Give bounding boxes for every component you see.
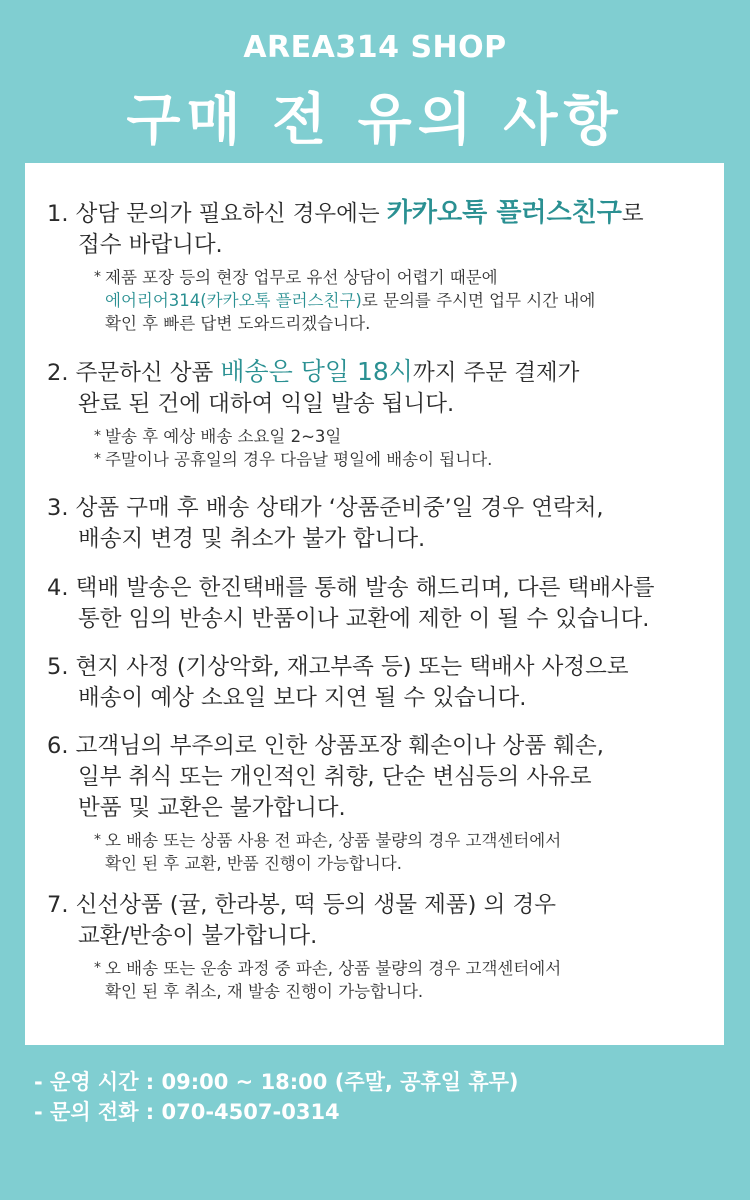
asterisk-icon: * — [94, 451, 101, 467]
item-1-highlight: 카카오톡 플러스친구 — [386, 198, 622, 228]
item-2-note-1 — [94, 425, 714, 448]
asterisk-icon: * — [94, 428, 101, 444]
item-2-highlight: 배송은 당일 18시 — [220, 357, 413, 386]
notice-item-4 — [47, 573, 714, 635]
operating-hours: - 운영 시간 : 09:00 ~ 18:00 (주말, 공휴일 휴무) — [34, 1070, 519, 1094]
item-5-line-2: 배송이 예상 소요일 보다 지연 될 수 있습니다. — [78, 685, 527, 711]
notice-item-3 — [47, 493, 714, 555]
note-text: 오 배송 또는 상품 사용 전 파손, 상품 불량의 경우 고객센터에서 — [105, 831, 562, 850]
item-7-line-1: 7. 신선상품 (귤, 한라봉, 떡 등의 생물 제품) 의 경우 — [47, 892, 556, 918]
notice-card — [25, 163, 724, 1045]
notice-item-2 — [47, 356, 714, 471]
item-2-line-1 — [47, 356, 714, 389]
item-6-note-line-1 — [94, 829, 714, 852]
item-1-note — [47, 266, 714, 335]
item-7-line-2: 교환/반송이 불가합니다. — [78, 923, 318, 949]
item-6-line-1: 6. 고객님의 부주의로 인한 상품포장 훼손이나 상품 훼손, — [47, 733, 604, 759]
note-text: 제품 포장 등의 현장 업무로 유선 상담이 어렵기 때문에 — [105, 268, 498, 287]
item-1-line-1 — [47, 198, 714, 230]
item-1-note-line-3: 확인 후 빠른 답변 도와드리겠습니다. — [105, 314, 371, 333]
asterisk-icon: * — [94, 269, 101, 285]
notice-item-7 — [47, 890, 714, 1003]
note-text: 로 문의를 주시면 업무 시간 내에 — [361, 291, 596, 310]
item-2-text: 2. 주문하신 상품 — [47, 360, 221, 386]
notice-item-1 — [47, 198, 714, 335]
item-6-note — [47, 829, 714, 875]
item-4-line-2: 통한 임의 반송시 반품이나 교환에 제한 이 될 수 있습니다. — [78, 606, 650, 632]
asterisk-icon: * — [94, 832, 101, 848]
item-6-line-3: 반품 및 교환은 불가합니다. — [78, 795, 346, 821]
item-6-note-line-2: 확인 된 후 교환, 반품 진행이 가능합니다. — [105, 854, 402, 873]
item-1-text-end: 로 — [621, 201, 644, 227]
item-6-line-2: 일부 취식 또는 개인적인 취향, 단순 변심등의 사유로 — [78, 764, 592, 790]
item-1-note-line-2 — [105, 289, 714, 312]
item-1-line-2: 접수 바랍니다. — [78, 232, 223, 258]
item-2-notes — [47, 425, 714, 471]
notice-item-5 — [47, 652, 714, 714]
item-1-note-line-1 — [94, 266, 714, 289]
item-7-note — [47, 957, 714, 1003]
item-3-line-1: 3. 상품 구매 후 배송 상태가 ‘상품준비중’일 경우 연락처, — [47, 495, 604, 521]
shop-name: AREA314 SHOP — [243, 30, 507, 65]
page-title: 구매 전 유의 사항 — [126, 88, 624, 153]
item-2-line-2: 완료 된 건에 대하여 익일 발송 됩니다. — [78, 391, 455, 417]
item-7-note-line-2: 확인 된 후 취소, 재 발송 진행이 가능합니다. — [105, 982, 424, 1001]
note-text: 발송 후 예상 배송 소요일 2~3일 — [105, 427, 342, 446]
note-text: 주말이나 공휴일의 경우 다음날 평일에 배송이 됩니다. — [105, 450, 493, 469]
contact-info — [34, 1067, 519, 1127]
item-2-text-end: 까지 주문 결제가 — [412, 360, 580, 386]
contact-phone: - 문의 전화 : 070-4507-0314 — [34, 1100, 340, 1124]
item-7-note-line-1 — [94, 957, 714, 980]
note-text: 오 배송 또는 운송 과정 중 파손, 상품 불량의 경우 고객센터에서 — [105, 959, 562, 978]
item-1-text: 1. 상담 문의가 필요하신 경우에는 — [47, 201, 387, 227]
item-5-line-1: 5. 현지 사정 (기상악화, 재고부족 등) 또는 택배사 사정으로 — [47, 654, 629, 680]
item-2-note-2 — [94, 448, 714, 471]
asterisk-icon: * — [94, 960, 101, 976]
notice-item-6 — [47, 731, 714, 875]
item-4-line-1: 4. 택배 발송은 한진택배를 통해 발송 해드리며, 다른 택배사를 — [47, 575, 655, 601]
item-3-line-2: 배송지 변경 및 취소가 불가 합니다. — [78, 526, 426, 552]
note-highlight: 에어리어314(카카오톡 플러스친구) — [105, 291, 362, 310]
